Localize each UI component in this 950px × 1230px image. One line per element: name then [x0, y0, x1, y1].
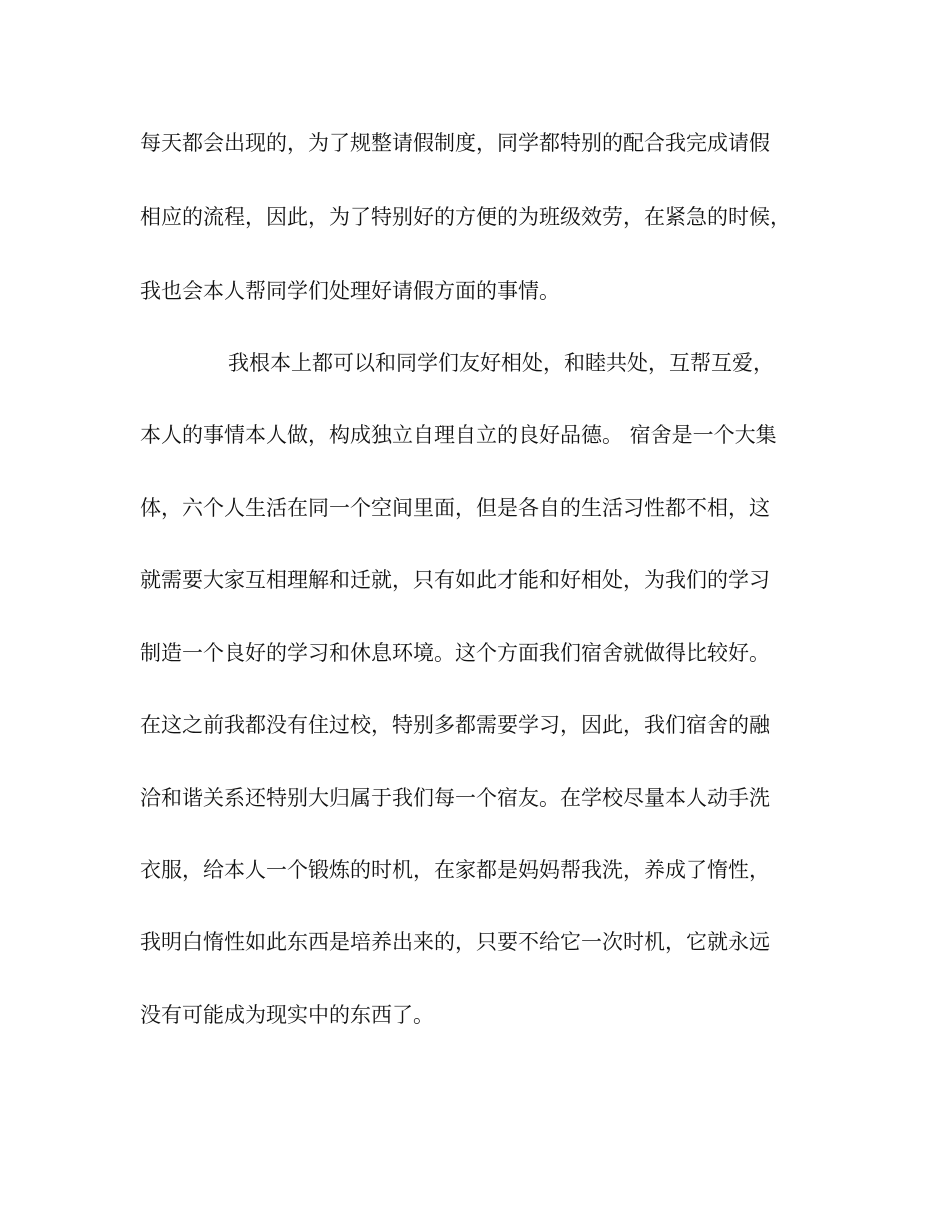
text-line-4: 我根本上都可以和同学们友好相处，和睦共处，互帮互爱，: [228, 351, 774, 375]
text-line-8: 制造一个良好的学习和休息环境。这个方面我们宿舍就做得比较好。: [140, 641, 770, 665]
text-line-3: 我也会本人帮同学们处理好请假方面的事情。: [140, 279, 560, 303]
text-line-5: 本人的事情本人做，构成独立自理自立的良好品德。 宿舍是一个大集: [140, 423, 777, 447]
text-line-6: 体，六个人生活在同一个空间里面，但是各自的生活习性都不相，这: [140, 496, 770, 520]
text-line-7: 就需要大家互相理解和迁就，只有如此才能和好相处，为我们的学习: [140, 568, 770, 592]
text-line-2: 相应的流程，因此，为了特别好的方便的为班级效劳，在紧急的时候，: [140, 205, 791, 229]
text-line-1: 每天都会出现的，为了规整请假制度，同学都特别的配合我完成请假: [140, 131, 770, 155]
text-line-13: 没有可能成为现实中的东西了。: [140, 1003, 434, 1027]
text-line-11: 衣服，给本人一个锻炼的时机，在家都是妈妈帮我洗，养成了惰性，: [140, 858, 770, 882]
text-line-10: 洽和谐关系还特别大归属于我们每一个宿友。在学校尽量本人动手洗: [140, 786, 770, 810]
text-line-9: 在这之前我都没有住过校，特别多都需要学习，因此，我们宿舍的融: [140, 713, 770, 737]
text-line-12: 我明白惰性如此东西是培养出来的，只要不给它一次时机，它就永远: [140, 930, 770, 954]
